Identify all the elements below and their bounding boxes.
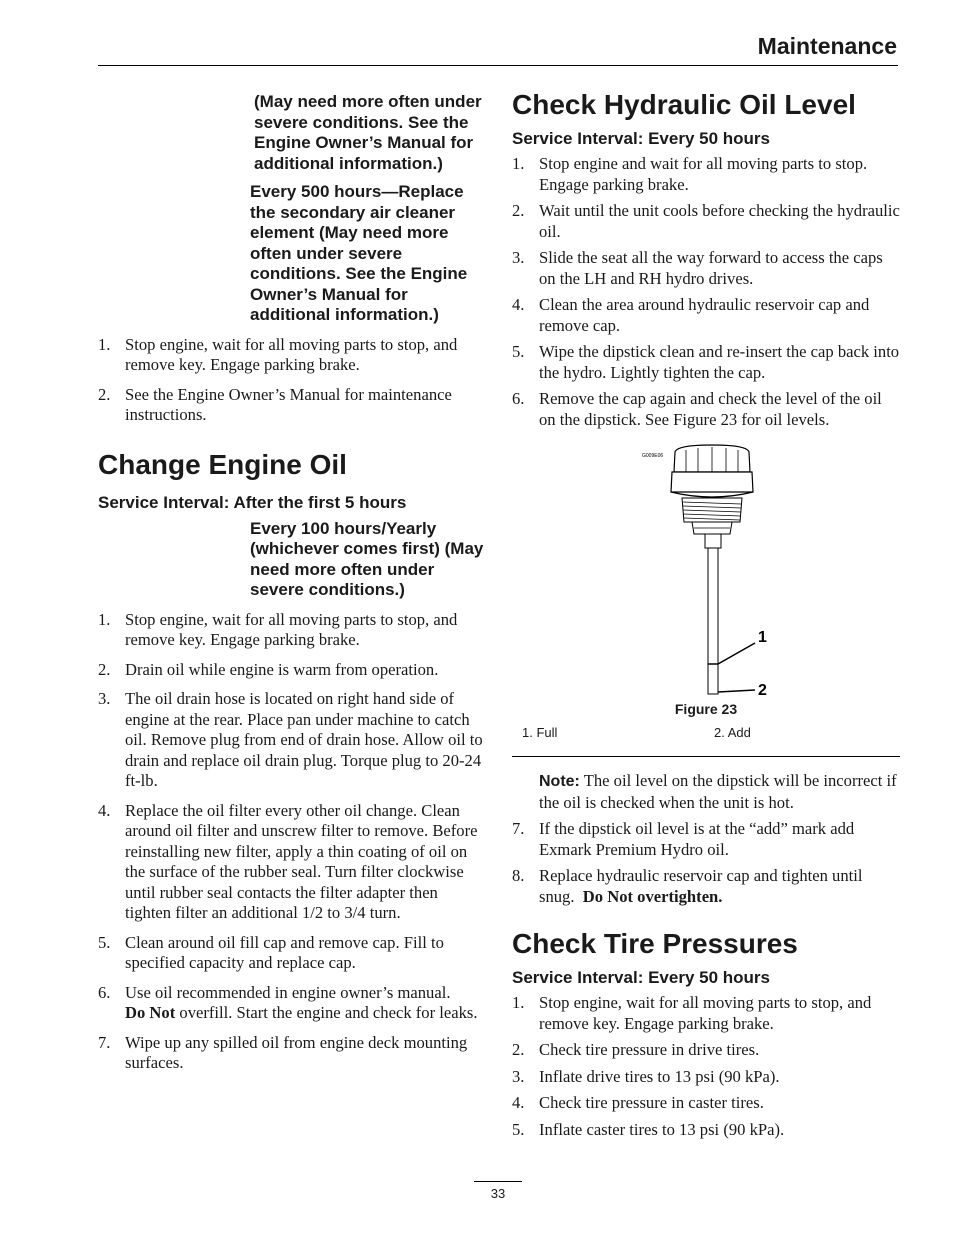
list-item: 8. Replace hydraulic reservoir cap and tighten until snug. Do Not overtighten.: [512, 866, 863, 906]
list-item: 1. Stop engine, wait for all moving parts to stop, and remove key. Engage parking brake.: [512, 993, 872, 1033]
list-item: 1. Stop engine and wait for all moving parts to stop. Engage parking brake.: [512, 154, 868, 194]
list-item: 3. Inflate drive tires to 13 psi (90 kPa).: [512, 1066, 780, 1086]
page-number: 33: [490, 1186, 506, 1201]
list-item: 2. Wait until the unit cools before checking the hydraulic oil.: [512, 201, 900, 241]
note-paragraph: Note: The oil level on the dipstick will be incorrect if the oil is checked when the unit is hot.: [539, 771, 897, 812]
list-item: 7. If the dipstick oil level is at the “add” mark add Exmark Premium Hydro oil.: [512, 819, 855, 859]
figure-legend: [512, 725, 900, 745]
figure-caption: Figure 23: [674, 701, 738, 717]
oil-service-interval-2: Every 100 hours/Yearly (whichever comes first) (May need more often under severe conditions.): [250, 518, 484, 599]
list-item: 5. Clean around oil fill cap and remove cap. Fill to specified capacity and replace cap.: [98, 932, 444, 972]
figure-23-dipstick: [512, 444, 900, 699]
list-item: 3. The oil drain hose is located on right hand side of engine at the rear. Place pan under machine to catch oil. Remove plug from end of drain hose. Allow oil to drain and replace oil drain plug. Torque plug to 20-24 ft-lb.: [98, 689, 483, 790]
tire-steps: [512, 993, 900, 1140]
legend-full: 1. Full: [522, 725, 558, 740]
section-header: Maintenance: [757, 33, 897, 59]
oil-steps: [98, 610, 488, 1074]
list-item: 3. Slide the seat all the way forward to access the caps on the LH and RH hydro drives.: [512, 248, 883, 288]
air-cleaner-note-1: (May need more often under severe conditions. See the Engine Owner’s Manual for additional information.): [254, 92, 482, 173]
check-tire-pressures-heading: Check Tire Pressures: [512, 928, 798, 959]
list-item: 6. Use oil recommended in engine owner’s manual. Do Not overfill. Start the engine and check for leaks.: [98, 982, 478, 1022]
note-label: Note:: [539, 773, 580, 790]
right-column: [512, 88, 900, 1140]
legend-add: 2. Add: [714, 725, 751, 740]
list-item: 4. Replace the oil filter every other oil change. Clean around oil filter and unscrew filter to remove. Before reinstalling new filter, apply a thin coating of oil on the surface of the rubber seal. Turn filter clockwise until rubber seal contacts the filter adapter then tighten filter an additional 1/2 to 3/4 turn.: [98, 800, 478, 922]
do-not-bold: Do Not: [125, 1003, 176, 1022]
oil-service-interval: Service Interval: After the first 5 hours: [98, 492, 407, 512]
figure-code: G009E06: [642, 453, 664, 459]
check-hydraulic-oil-heading: Check Hydraulic Oil Level: [512, 89, 856, 120]
do-not-overtighten-bold: Do Not overtighten.: [582, 886, 723, 906]
list-item: 1. Stop engine, wait for all moving parts to stop, and remove key. Engage parking brake.: [98, 609, 458, 649]
list-item: 6. Remove the cap again and check the level of the oil on the dipstick. See Figure 23 for oil levels.: [512, 389, 882, 429]
list-item: 2. Drain oil while engine is warm from operation.: [98, 659, 439, 679]
list-item: 5. Wipe the dipstick clean and re-insert the cap back into the hydro. Lightly tighten the cap.: [512, 342, 900, 382]
callout-2: 2: [758, 682, 767, 699]
air-cleaner-note-2: Every 500 hours—Replace the secondary air cleaner element (May need more often under severe conditions. See the Engine Owner’s Manual for additional information.): [250, 182, 468, 324]
callout-1: 1: [758, 629, 767, 646]
list-item: 4. Clean the area around hydraulic reservoir cap and remove cap.: [512, 295, 870, 335]
hydro-steps-continued: [512, 819, 900, 907]
change-engine-oil-heading: Change Engine Oil: [98, 448, 347, 480]
header-rule: [98, 65, 898, 66]
left-column: [98, 92, 488, 1074]
dipstick-illustration: [512, 444, 900, 699]
figure-bottom-rule: [512, 756, 900, 757]
hydro-service-interval: Service Interval: Every 50 hours: [512, 129, 770, 148]
list-item: 2. Check tire pressure in drive tires.: [512, 1040, 760, 1059]
list-item: 1. Stop engine, wait for all moving parts to stop, and remove key. Engage parking brake.: [98, 334, 458, 374]
tire-service-interval: Service Interval: Every 50 hours: [512, 968, 770, 987]
list-item: 5. Inflate caster tires to 13 psi (90 kPa).: [512, 1119, 785, 1139]
list-item: 7. Wipe up any spilled oil from engine deck mounting surfaces.: [98, 1032, 468, 1072]
page-number-rule: [474, 1181, 522, 1182]
list-item: 4. Check tire pressure in caster tires.: [512, 1093, 764, 1112]
list-item: 2. See the Engine Owner’s Manual for maintenance instructions.: [98, 384, 452, 424]
air-cleaner-steps: [98, 335, 488, 426]
hydro-steps: [512, 154, 900, 430]
